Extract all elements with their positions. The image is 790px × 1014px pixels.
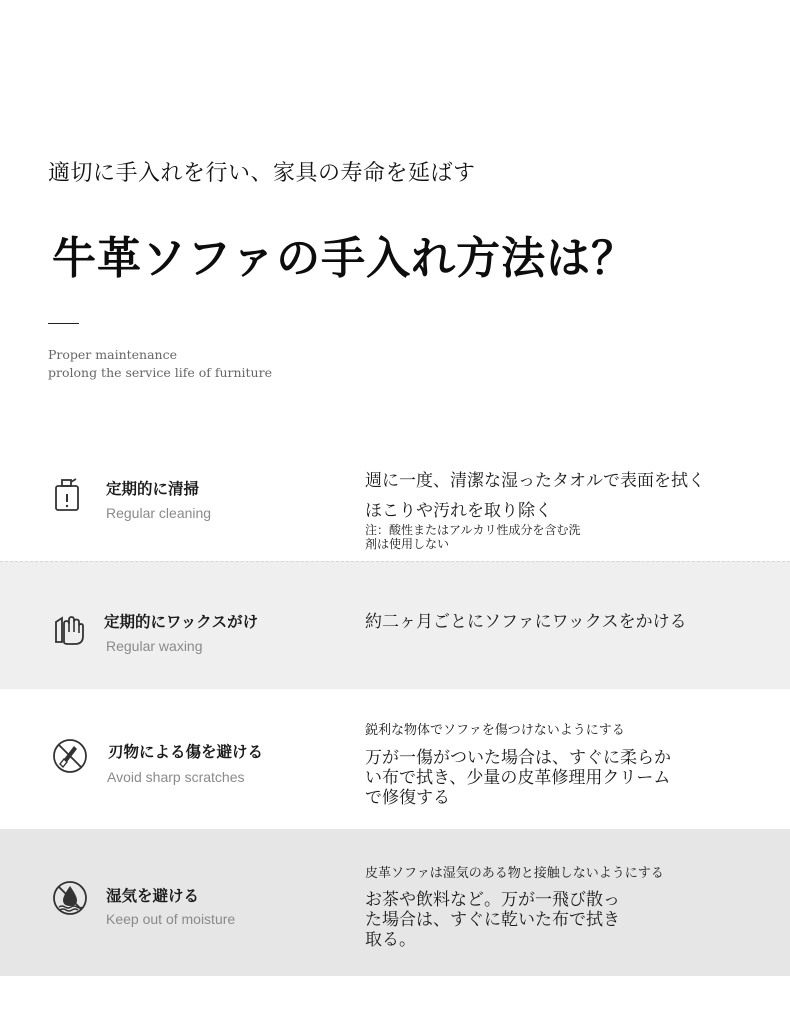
no-sharp-icon [52,738,86,772]
row-title-moisture: 湿気を避ける [106,887,200,905]
no-water-icon [52,880,86,914]
page-title: 牛革ソファの手入れ方法は？ [52,233,637,284]
divider [48,323,79,324]
row-subtitle-moisture: Keep out of moisture [106,911,236,927]
row-note-cleaning-1: 注：酸性またはアルカリ性成分を含む洗 [365,523,581,537]
row-title-cleaning: 定期的に清掃 [106,480,200,498]
row-desc-waxing: 約二ヶ月ごとにソファにワックスをかける [365,612,687,632]
page-subtitle: 適切に手入れを行い、家具の寿命を延ばす [48,161,476,186]
row-note-moisture: 皮革ソファは湿気のある物と接触しないようにする [365,866,664,881]
row-desc-sharp-3: で修復する [365,788,450,808]
row-subtitle-waxing: Regular waxing [106,638,203,654]
row-desc-sharp-1: 万が一傷がついた場合は、すぐに柔らか [365,748,671,768]
row-desc-cleaning-2: ほこりや汚れを取り除く [365,501,552,521]
row-desc-moisture-1: お茶や飲料など。万が一飛び散っ [365,890,620,910]
english-caption-line2: prolong the service life of furniture [48,365,272,380]
row-note-sharp: 鋭利な物体でソファを傷つけないようにする [365,723,625,738]
english-caption-line1: Proper maintenance [48,347,177,362]
row-desc-moisture-2: た場合は、すぐに乾いた布で拭き [365,910,620,930]
row-title-sharp: 刃物による傷を避ける [108,743,264,761]
row-desc-moisture-3: 取る。 [365,930,416,950]
row-desc-sharp-2: い布で拭き、少量の皮革修理用クリーム [365,768,671,788]
row-note-cleaning-2: 剤は使用しない [365,537,450,551]
row-subtitle-cleaning: Regular cleaning [106,505,212,521]
row-subtitle-sharp: Avoid sharp scratches [107,769,245,785]
bottle-icon [50,477,84,511]
hand-wipe-icon [52,612,86,646]
row-title-waxing: 定期的にワックスがけ [104,613,259,631]
row-desc-cleaning-1: 週に一度、清潔な湿ったタオルで表面を拭く [365,471,705,491]
